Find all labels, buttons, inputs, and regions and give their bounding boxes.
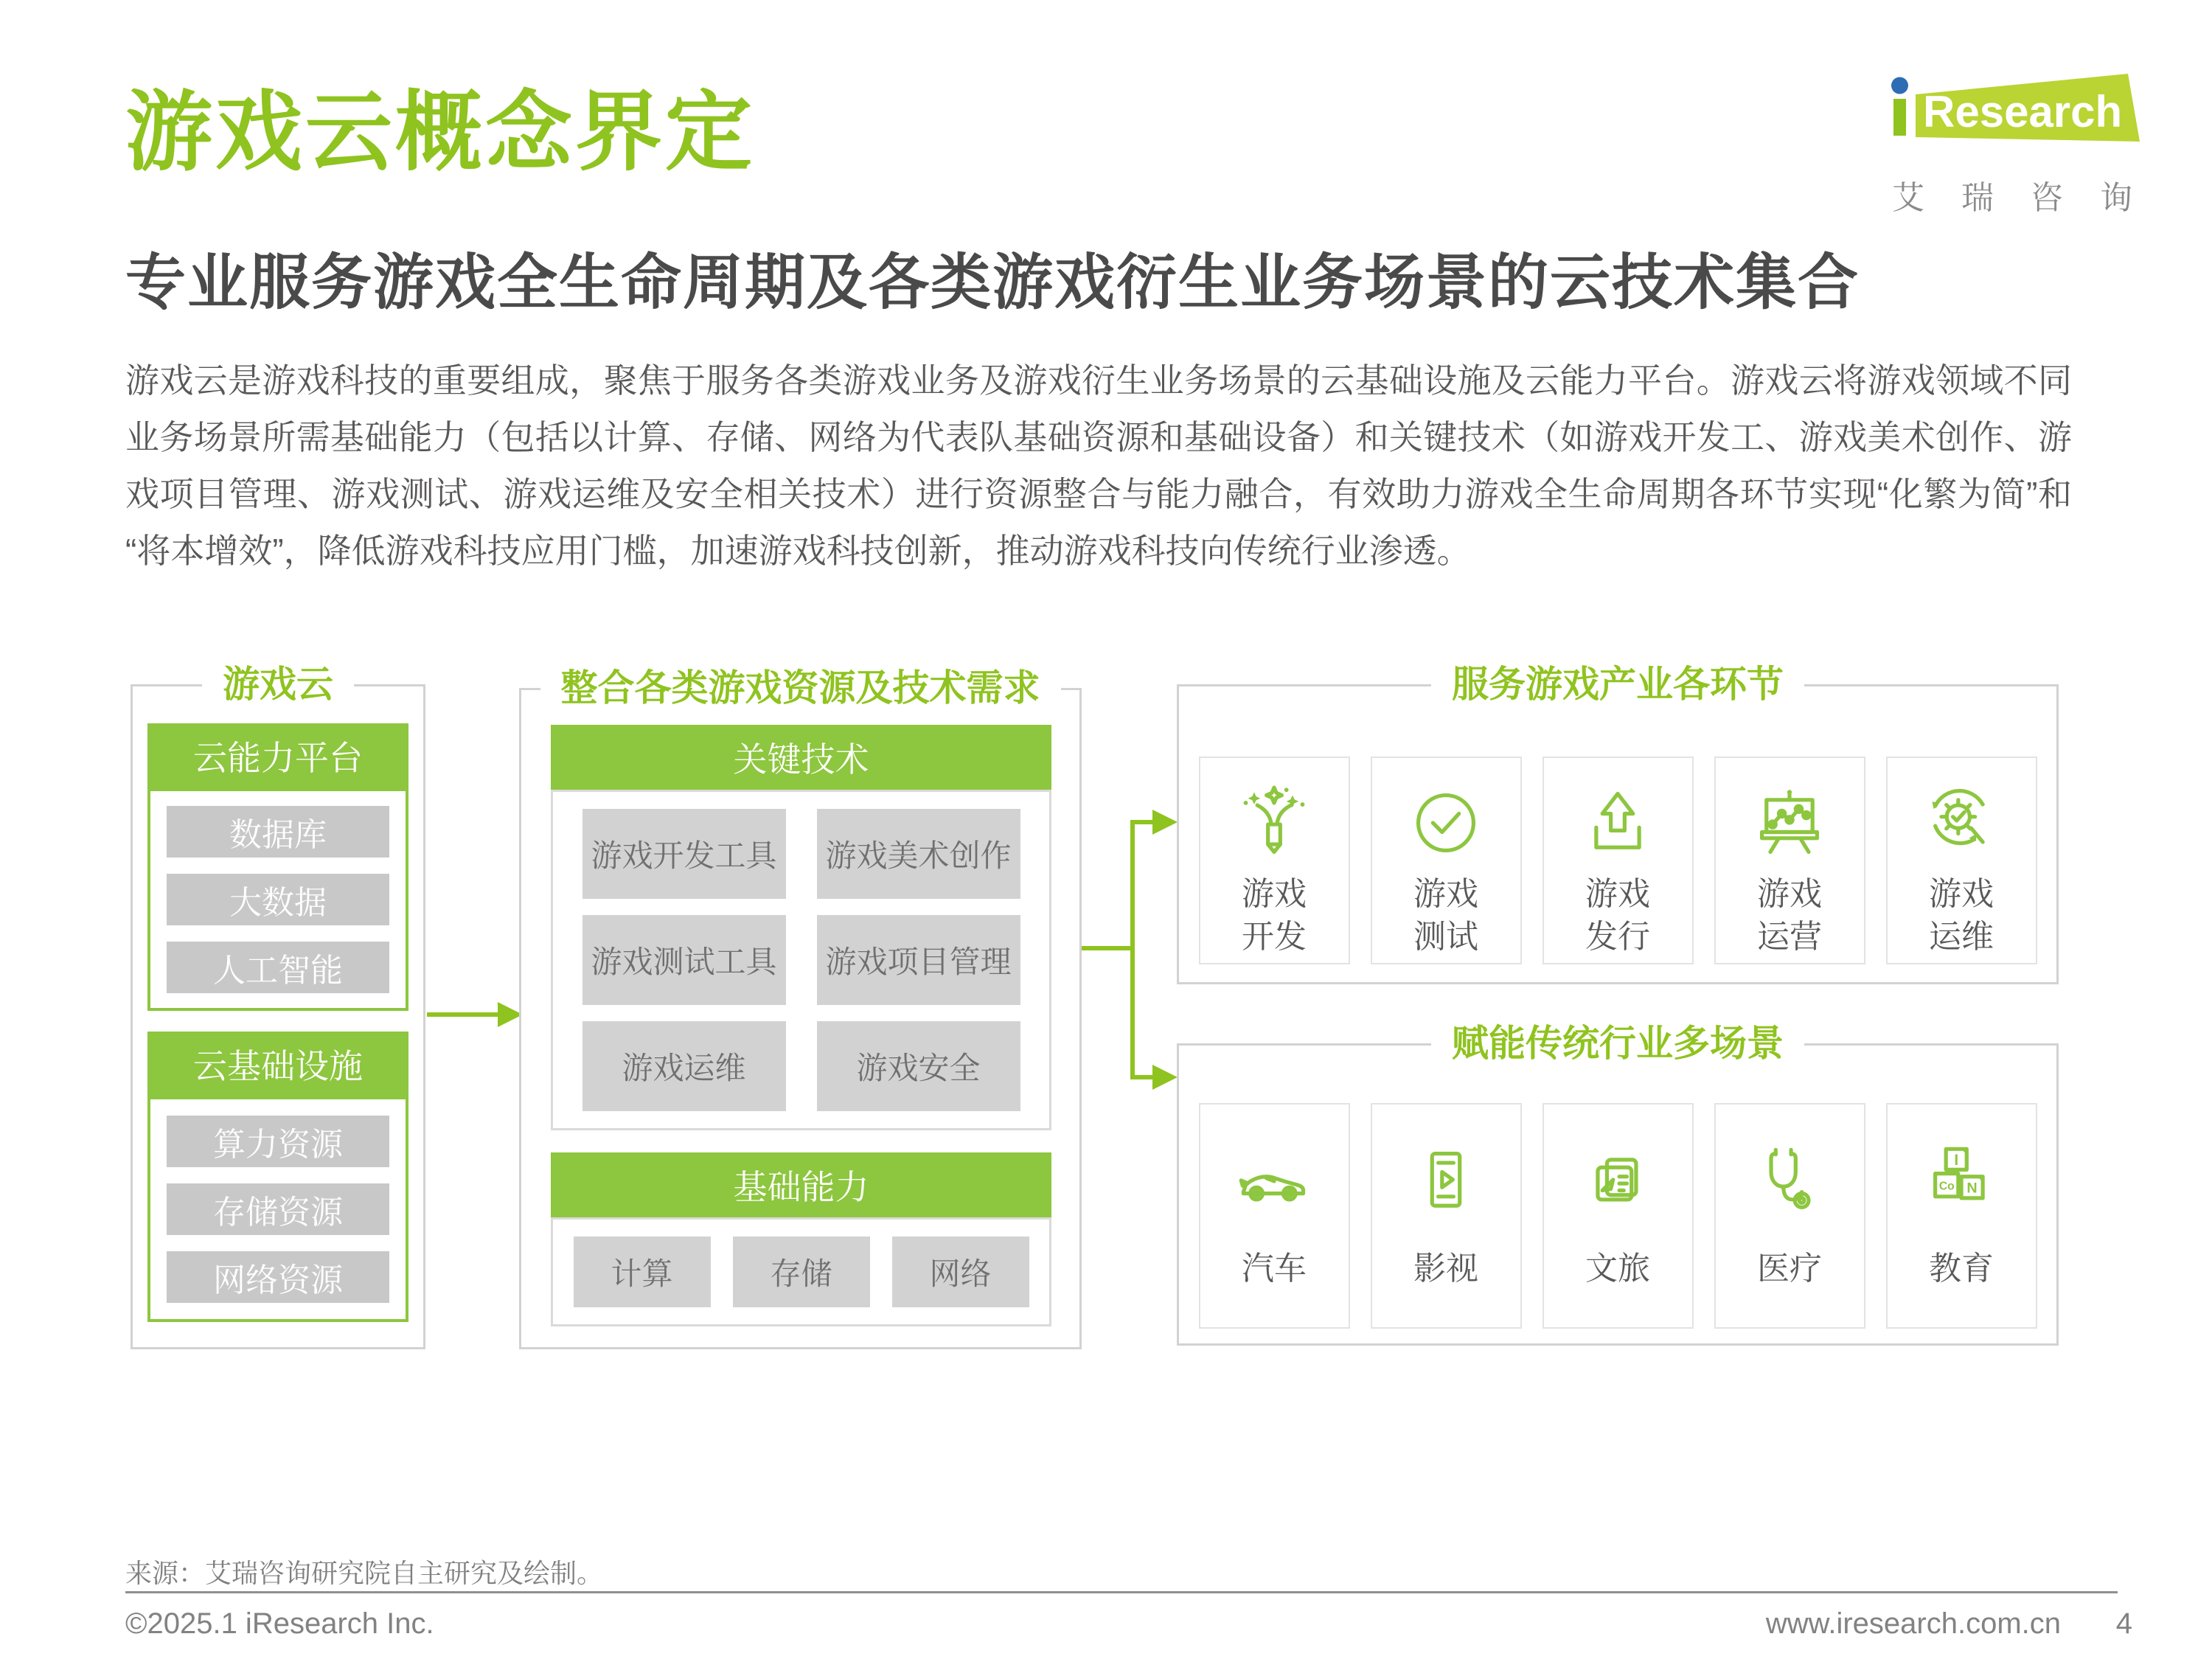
card-label: 游戏测试	[1413, 876, 1478, 955]
cloud-infra-header: 云基础设施	[147, 1032, 408, 1096]
integration-panel	[519, 667, 1082, 1349]
base-ability-header: 基础能力	[551, 1152, 1051, 1217]
integration-panel-title: 整合各类游戏资源及技术需求	[540, 667, 1061, 710]
footer-website: www.iresearch.com.cn	[1765, 1607, 2061, 1640]
cloud-capability-header: 云能力平台	[147, 723, 408, 788]
game-cloud-panel-title: 游戏云	[202, 664, 354, 706]
tech-item: 游戏测试工具	[582, 915, 786, 1005]
tech-item: 游戏项目管理	[817, 915, 1020, 1005]
traditional-industry-panel	[1177, 1022, 2059, 1346]
list-item: 存储资源	[167, 1183, 389, 1235]
logo-wordmark: Research	[1923, 87, 2123, 136]
industry-card	[1714, 757, 1865, 964]
travel-icon	[1579, 1143, 1656, 1220]
key-tech-header: 关键技术	[551, 725, 1051, 790]
tech-item: 游戏美术创作	[817, 809, 1020, 899]
education-icon-letter: Co	[1938, 1180, 1955, 1193]
logo-chinese-name: 艾瑞咨询	[1892, 180, 2169, 216]
list-item: 数据库	[167, 806, 389, 858]
card-label: 影视	[1413, 1251, 1478, 1287]
arrow-head-icon	[1152, 1065, 1178, 1090]
industry-card	[1543, 757, 1694, 964]
card-label: 游戏运维	[1929, 876, 1994, 955]
education-icon-letter: I	[1954, 1152, 1959, 1169]
list-item: 大数据	[167, 874, 389, 925]
industry-card	[1371, 757, 1522, 964]
game-publish-icon	[1579, 785, 1656, 861]
industry-card	[1543, 1103, 1694, 1329]
industry-card	[1714, 1103, 1865, 1329]
tech-item: 游戏开发工具	[582, 809, 786, 899]
body-paragraph: 游戏云是游戏科技的重要组成，聚焦于服务各类游戏业务及游戏衍生业务场景的云基础设施及云能力平台。游戏云将游戏领域不同业务场景所需基础能力（包括以计算、存储、网络为代表队基础资源和基础设备）和关键技术（如游戏开发工、游戏美术创作、游戏项目管理、游戏测试、游戏运维及安全相关技术）进行资源整合与能力融合，有效助力游戏全生命周期各环节实现“化繁为简”和“将本增效”，降低游戏科技应用门槛，加速游戏科技创新，推动游戏科技向传统行业渗透。	[125, 361, 2072, 570]
industry-card	[1371, 1103, 1522, 1329]
medical-icon	[1751, 1143, 1828, 1220]
card-label: 医疗	[1757, 1251, 1822, 1287]
industry-card	[1886, 1103, 2037, 1329]
education-icon-letter: N	[1966, 1180, 1978, 1197]
list-item: 人工智能	[167, 942, 389, 993]
source-note: 来源：艾瑞咨询研究院自主研究及绘制。	[125, 1558, 604, 1588]
education-icon	[1923, 1143, 2000, 1220]
footer-divider	[125, 1591, 2118, 1593]
car-icon	[1236, 1143, 1312, 1220]
card-label: 游戏运营	[1757, 876, 1822, 955]
card-label: 文旅	[1585, 1251, 1650, 1287]
industry-card	[1886, 757, 2037, 964]
ability-item: 网络	[892, 1237, 1029, 1307]
arrow-cloud-to-integration	[427, 1012, 499, 1017]
connector-vertical	[1130, 820, 1135, 1079]
game-industry-panel-title: 服务游戏产业各环节	[1431, 664, 1804, 706]
industry-card	[1199, 1103, 1350, 1329]
list-item: 网络资源	[167, 1251, 389, 1303]
game-cloud-panel	[131, 663, 425, 1349]
film-icon	[1408, 1143, 1484, 1220]
arrow-head-icon	[1152, 810, 1178, 835]
key-tech-grid	[551, 790, 1051, 1130]
ability-item: 存储	[733, 1237, 870, 1307]
page-subtitle: 专业服务游戏全生命周期及各类游戏衍生业务场景的云技术集合	[125, 249, 1860, 316]
game-industry-panel	[1177, 663, 2059, 984]
card-label: 游戏开发	[1242, 876, 1307, 955]
cloud-infra-list	[147, 1096, 408, 1322]
tech-item: 游戏安全	[817, 1021, 1020, 1111]
card-label: 游戏发行	[1585, 876, 1650, 955]
game-dev-icon	[1236, 785, 1312, 861]
list-item: 算力资源	[167, 1116, 389, 1167]
industry-card	[1199, 757, 1350, 964]
connector-stub	[1082, 946, 1133, 950]
game-operation-icon	[1751, 785, 1828, 861]
tech-item: 游戏运维	[582, 1021, 786, 1111]
game-test-icon	[1408, 785, 1484, 861]
page-number: 4	[2115, 1607, 2132, 1640]
cloud-capability-list	[147, 788, 408, 1011]
base-ability-row	[551, 1217, 1051, 1326]
footer-copyright: ©2025.1 iResearch Inc.	[125, 1607, 434, 1640]
iresearch-logo-icon	[1885, 71, 2143, 167]
ability-item: 计算	[574, 1237, 711, 1307]
card-label: 汽车	[1242, 1251, 1307, 1287]
card-label: 教育	[1929, 1251, 1994, 1287]
traditional-industry-panel-title: 赋能传统行业多场景	[1431, 1023, 1804, 1065]
page-title: 游戏云概念界定	[125, 84, 756, 181]
game-maintenance-icon	[1923, 785, 2000, 861]
